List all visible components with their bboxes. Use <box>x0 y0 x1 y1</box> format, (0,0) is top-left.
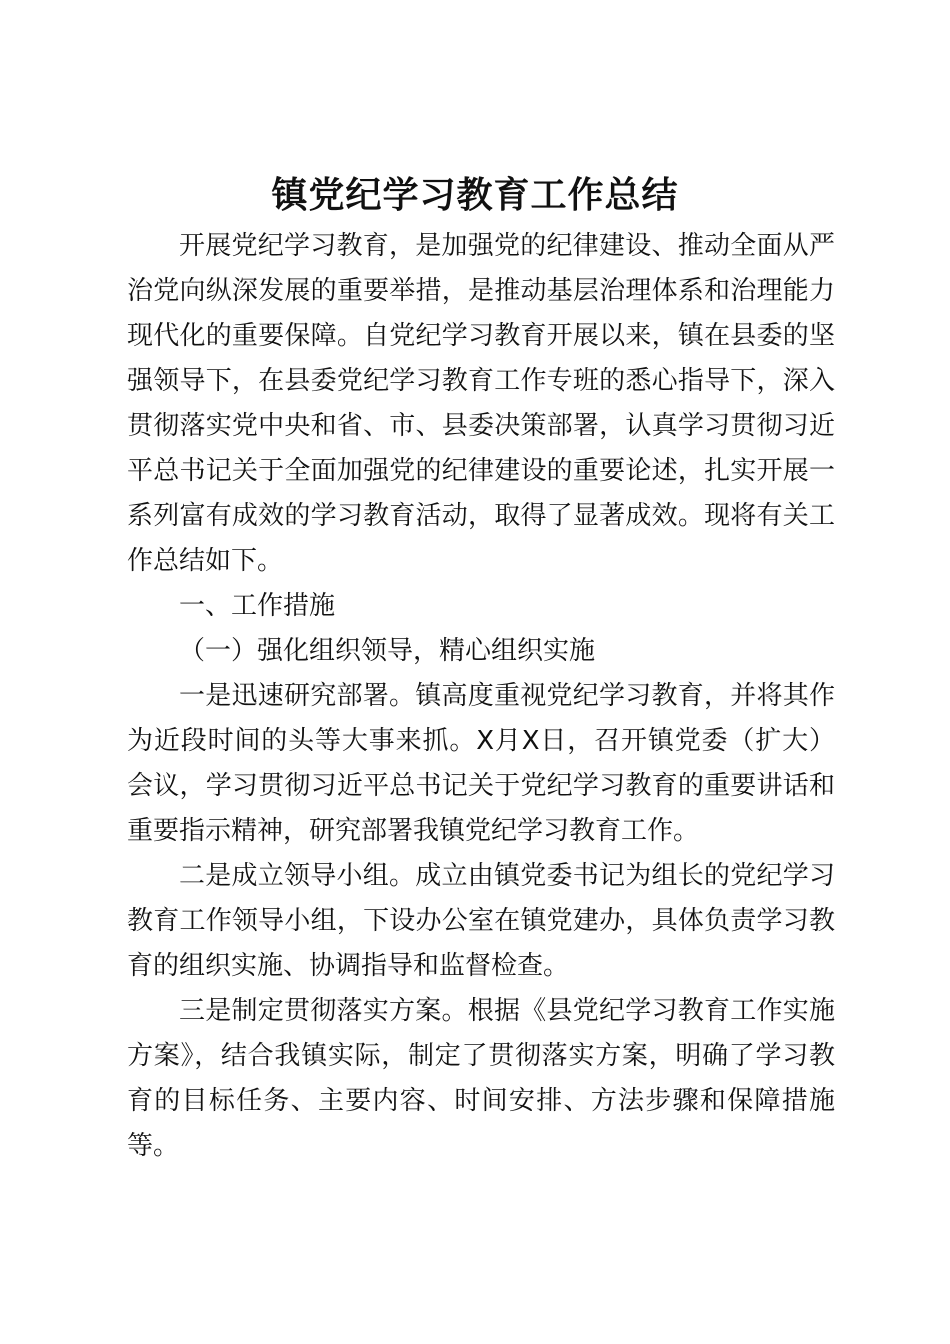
paragraph-item-3: 三是制定贯彻落实方案。根据《县党纪学习教育工作实施方案》，结合我镇实际，制定了贯彻落实方案，明确了学习教育的目标任务、主要内容、时间安排、方法步骤和保障措施等。 <box>127 996 835 1161</box>
document-title: 镇党纪学习教育工作总结 <box>271 175 679 216</box>
paragraph-item-2: 二是成立领导小组。成立由镇党委书记为组长的党纪学习教育工作领导小组，下设办公室在镇党建办，具体负责学习教育的组织实施、协调指导和监督检查。 <box>127 861 835 981</box>
section-heading: 一、工作措施 <box>179 591 336 621</box>
paragraph-intro: 开展党纪学习教育，是加强党的纪律建设、推动全面从严治党向纵深发展的重要举措，是推动基层治理体系和治理能力现代化的重要保障。自党纪学习教育开展以来，镇在县委的坚强领导下，在县委党纪学习教育工作专班的悉心指导下，深入贯彻落实党中央和省、市、县委决策部署，认真学习贯彻习近平总书记关于全面加强党的纪律建设的重要论述，扎实开展一系列富有成效的学习教育活动，取得了显著成效。现将有关工作总结如下。 <box>127 231 835 576</box>
document-body <box>127 224 835 1169</box>
paragraph-item-1: 一是迅速研究部署。镇高度重视党纪学习教育，并将其作为近段时间的头等大事来抓。X月X日，召开镇党委（扩大）会议，学习贯彻习近平总书记关于党纪学习教育的重要讲话和重要指示精神，研究部署我镇党纪学习教育工作。 <box>127 681 835 846</box>
subsection-heading: （一）强化组织领导，精心组织实施 <box>179 636 596 666</box>
